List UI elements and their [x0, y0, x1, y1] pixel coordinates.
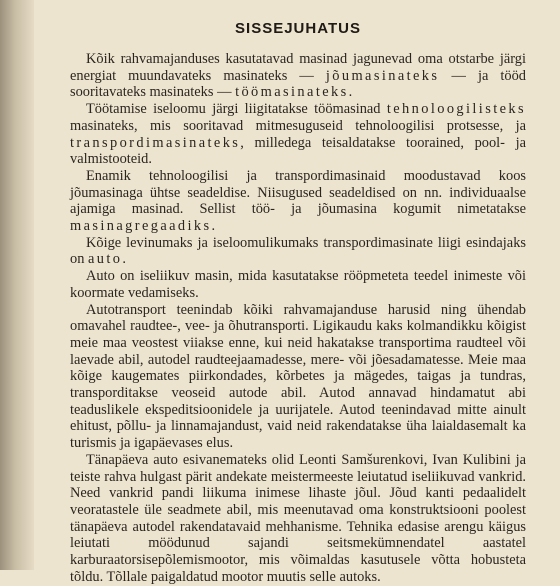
paragraph [70, 101, 526, 168]
book-spine-shadow [0, 0, 34, 570]
paragraph [70, 268, 526, 301]
body-text [70, 51, 526, 586]
text-run: Kõik rahvamajanduses kasutatavad masinad jagunevad oma otstarbe järgi energiat muundavateks masinateks — [70, 51, 526, 84]
emphasized-term: masinagregaadiks [70, 218, 212, 235]
text-run: Autotransport teenindab kõiki rahvamajanduse harusid ning ühendab omavahel raudtee-, vee- ja õhutransporti. Ligikaudu kaks kolmandikku kõigist meie maa veostest viiakse enne, kui neid hakatakse transportima raudteel või laevade abil, autodel raudteejaamadesse, mere- või jõesadamatesse. Meie maa kõige kaugemates piirkondades, kõrbetes ja mägedes, taigas ja tundras, transporditakse veoseid autode abil. Autod annavad hindamatut abi teaduslikele ekspeditsioonidele ja uurijatele. Autod teenindavad mitte ainult ehitust, põllu- ja linnamajandust, vaid neid rakendatakse üha laialdasemalt ka turismis ja igapäevases elus. [70, 301, 526, 452]
page-title: SISSEJUHATUS [235, 20, 361, 37]
text-run: , milledega teisaldatakse toorained, pool- ja valmistooteid. [70, 134, 526, 168]
text-run: . [211, 218, 216, 235]
text-run: Kõige levinumaks ja iseloomulikumaks transpordimasinate liigi esindajaks on [70, 234, 526, 268]
paragraph [70, 452, 526, 586]
paragraph [70, 302, 526, 452]
emphasized-term: tehnoloogilisteks [386, 101, 526, 118]
text-run: — ja tööd sooritavateks masinateks — [70, 67, 526, 101]
text-run: Enamik tehnoloogilisi ja transpordimasinaid moodustavad koos jõumasinaga ühtse seadeldise. Niisugused seadeldised on nn. individuaalse ajamiga masinad. Sellist töö- ja jõumasina kogumit nimetatakse [70, 167, 526, 218]
text-run: masinateks, mis sooritavad mitmesuguseid tehnoloogilisi protsesse, ja [70, 117, 526, 134]
emphasized-term: töömasinateks [235, 84, 349, 101]
paragraph [70, 168, 526, 235]
book-page [70, 20, 526, 586]
emphasized-term: auto [88, 251, 123, 268]
text-run: . [122, 251, 126, 268]
text-run: . [348, 84, 353, 101]
emphasized-term: jõumasinateks [325, 67, 440, 84]
text-run: Töötamise iseloomu järgi liigitatakse töömasinad [86, 101, 387, 118]
paragraph [70, 235, 526, 268]
paragraph [70, 51, 526, 101]
text-run: Auto on iseliikuv masin, mida kasutatakse rööpmeteta teedel inimeste või koormate vedamiseks. [70, 268, 526, 301]
emphasized-term: transpordimasinateks [70, 134, 241, 151]
text-run: Tänapäeva auto esivanemateks olid Leonti Samšurenkovi, Ivan Kulibini ja teiste rahva hulgast pärit andekate meistermeeste leiutatud iseliikuvad vankrid. Need vankrid pandi liikuma inimese lihaste jõul. Jõud kanti pedaalidelt veoratastele üle seadmete abil, mis meenutavad oma konstruktsiooni poolest tänapäeva autodel rakendatavaid mehhanisme. Tehnika edasise arengu käigus leiutati möödunud sajandi seitsmekümnendatel aastatel karburaatorsisepõlemismootor, mis võimaldas kasutusele võtta hobusteta tõldu. Tõllale paigaldatud mootor muutis selle autoks. [70, 451, 526, 585]
